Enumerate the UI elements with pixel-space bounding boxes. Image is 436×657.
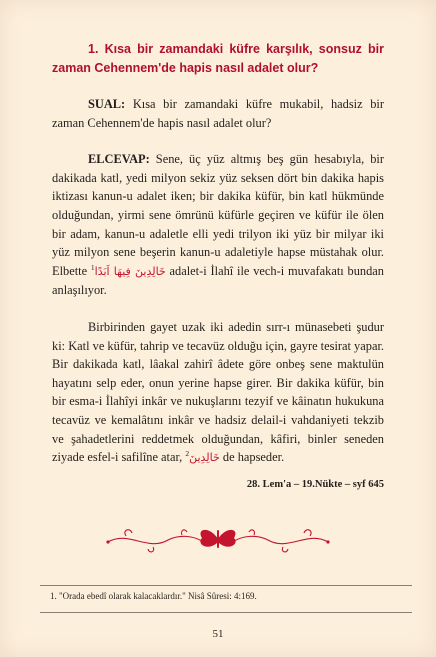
elcevap-paragraph xyxy=(52,150,384,300)
sual-text: Kısa bir zamandaki küfre mukabil, hadsiz bir zaman Cehennem'de hapis nasıl adalet olur? xyxy=(52,97,384,130)
elcevap-text-a: Sene, üç yüz altmış beş gün hesabıyla, bir dakikada katl, yedi milyon sekiz yüz seksen dört bin dakika hapis iktizası kanun-u adalet iken; bir dakika küfür, bin katl hükmünde olduğundan, yirmi sene ömrünü küfürle geçiren ve küfür ile ölen bir adam, kanun-u adaletle elli yedi trilyon iki yüz bir milyar iki yüz milyon sene beşerin kanun-u adaletiyle hapse müstahak olur. Elbette xyxy=(52,152,384,278)
footnote-1: 1. "Orada ebedî olarak kalacaklardır." Nisâ Sûresi: 4:169. xyxy=(50,591,257,601)
butterfly-ornament-icon xyxy=(98,522,338,556)
page-content xyxy=(52,40,384,494)
sual-label: SUAL: xyxy=(88,97,126,111)
para2-text-a: Birbirinden gayet uzak iki adedin sırr-ı münasebeti şudur ki: Katl ve küfür, tahrip ve tecavüz olduğu için, gayre tesirat yapar. Bir dakikada katl, lâakal zahirî âdete göre onbeş sene maktulün hayatını selp eder, onun yerine hapse girer. Bir dakika küfür, bin bir esma-i İlahîyi inkâr ve nukuşlarını tezyif ve kâinatın hukukuna tecavüz ve kemalâtını inkâr ve hadsiz delail-i vahdaniyeti tekzib ve şahadetlerini reddetmek olduğundan, kâfiri, binler seneden ziyade esfel-i safilîne atar, xyxy=(52,319,384,465)
page-number: 51 xyxy=(212,628,224,640)
sual-paragraph xyxy=(52,95,384,132)
footnote-ref-2[interactable]: 2 xyxy=(185,448,190,458)
source-citation: 28. Lem'a – 19.Nükte – syf 645 xyxy=(246,478,384,490)
arabic-phrase-2: خَالِدِينَ xyxy=(189,451,220,465)
arabic-phrase-1: خَالِدِينَ فِيهَا اَبَدًا xyxy=(94,264,166,278)
elcevap-text-b: adalet-i İlahî ile vech-i muvafakatı bundan anlaşılıyor. xyxy=(52,263,384,298)
footer-divider xyxy=(40,612,412,613)
footnote-ref-1[interactable]: 1 xyxy=(90,262,95,272)
body-paragraph-2 xyxy=(52,318,384,468)
elcevap-label: ELCEVAP: xyxy=(88,152,150,167)
footnote-divider xyxy=(40,585,412,586)
para2-text-b: de hapseder. xyxy=(222,450,285,465)
question-heading: 1. Kısa bir zamandaki küfre karşılık, sonsuz bir zaman Cehennem'de hapis nasıl adalet olur? xyxy=(52,42,384,75)
